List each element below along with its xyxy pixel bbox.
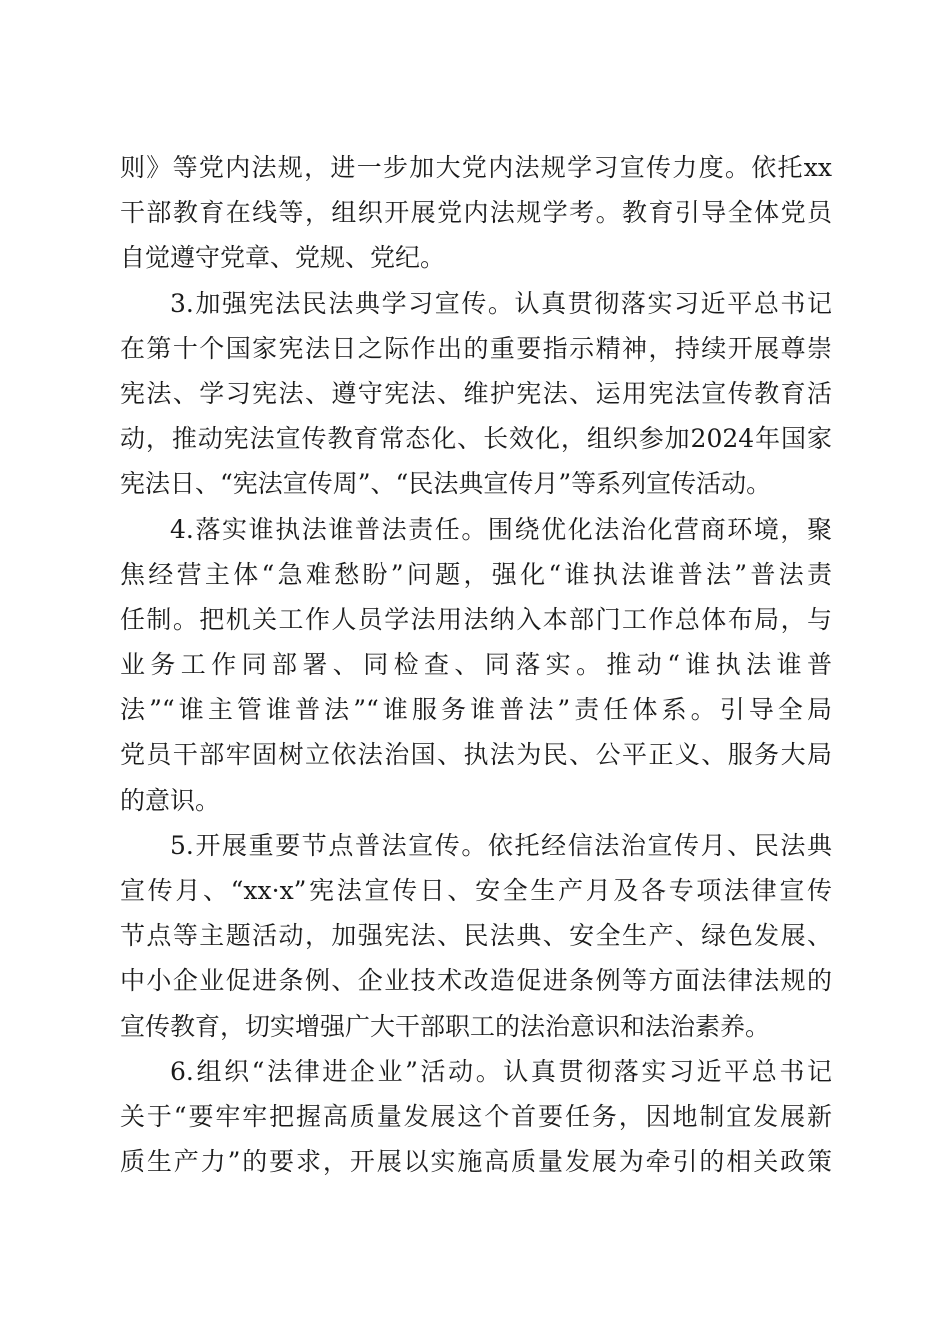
text-line: 法”“谁主管谁普法”“谁服务谁普法”责任体系。引导全局 bbox=[120, 695, 832, 725]
text-line: 宣传月、“xx·x”宪法宣传日、安全生产月及各专项法律宣传 bbox=[120, 876, 832, 905]
text-line: 自觉遵守党章、党规、党纪。 bbox=[120, 243, 446, 273]
text-line: 节点等主题活动，加强宪法、民法典、安全生产、绿色发展、 bbox=[120, 921, 832, 951]
paragraph-heading-line: 5.开展重要节点普法宣传。依托经信法治宣传月、民法典 bbox=[170, 830, 832, 860]
text-line: 干部教育在线等，组织开展党内法规学考。教育引导全体党员 bbox=[120, 198, 832, 228]
paragraph-continued bbox=[120, 145, 832, 281]
paragraph-6 bbox=[120, 1049, 832, 1185]
text-line: 党员干部牢固树立依法治国、执法为民、公平正义、服务大局 bbox=[120, 740, 832, 770]
text-line: 宪法、学习宪法、遵守宪法、维护宪法、运用宪法宣传教育活 bbox=[120, 378, 832, 408]
text-line: 焦经营主体“急难愁盼”问题，强化“谁执法谁普法”普法责 bbox=[120, 559, 832, 589]
paragraph-heading-line: 4.落实谁执法谁普法责任。围绕优化法治化营商环境，聚 bbox=[170, 514, 832, 544]
document-body bbox=[120, 145, 832, 1184]
text-line: 任制。把机关工作人员学法用法纳入本部门工作总体布局，与 bbox=[120, 604, 832, 634]
text-line: 中小企业促进条例、企业技术改造促进条例等方面法律法规的 bbox=[120, 966, 832, 996]
text-line: 则》等党内法规，进一步加大党内法规学习宣传力度。依托xx bbox=[120, 153, 832, 182]
paragraph-3 bbox=[120, 281, 832, 507]
text-line: 关于“要牢牢把握高质量发展这个首要任务，因地制宜发展新 bbox=[120, 1101, 832, 1131]
text-line: 的意识。 bbox=[120, 785, 221, 815]
text-line: 动，推动宪法宣传教育常态化、长效化，组织参加2024年国家 bbox=[120, 424, 832, 454]
paragraph-heading-line: 6.组织“法律进企业”活动。认真贯彻落实习近平总书记 bbox=[170, 1056, 832, 1086]
paragraph-heading-line: 3.加强宪法民法典学习宣传。认真贯彻落实习近平总书记 bbox=[170, 288, 832, 318]
text-line: 业务工作同部署、同检查、同落实。推动“谁执法谁普 bbox=[120, 650, 832, 680]
text-line: 宪法日、“宪法宣传周”、“民法典宣传月”等系列宣传活动。 bbox=[120, 469, 772, 499]
text-line: 在第十个国家宪法日之际作出的重要指示精神，持续开展尊崇 bbox=[120, 333, 832, 363]
text-line: 质生产力”的要求，开展以实施高质量发展为牵引的相关政策 bbox=[120, 1147, 832, 1177]
paragraph-5 bbox=[120, 823, 832, 1049]
paragraph-4 bbox=[120, 507, 832, 823]
text-line: 宣传教育，切实增强广大干部职工的法治意识和法治素养。 bbox=[120, 1011, 771, 1041]
